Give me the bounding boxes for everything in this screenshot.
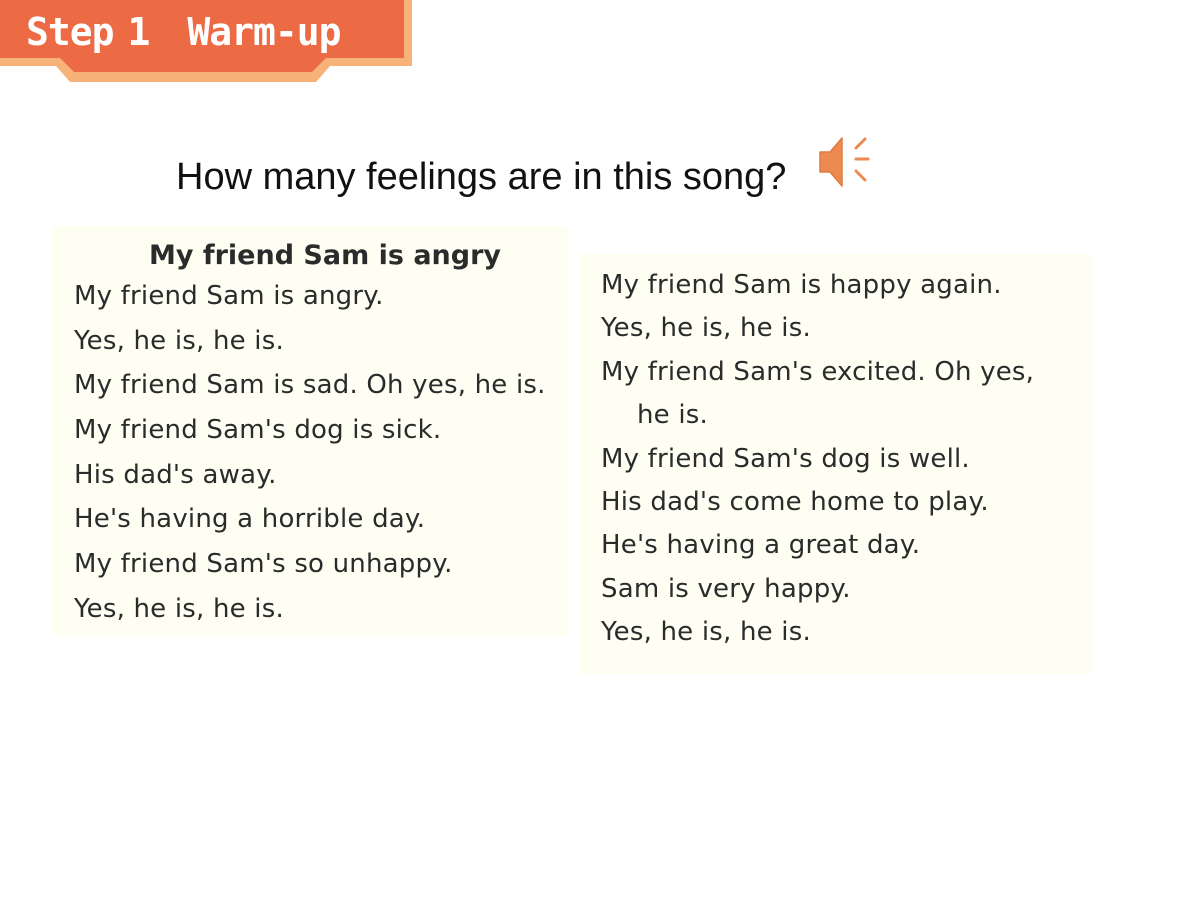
lyric-line: My friend Sam is happy again. — [601, 270, 1002, 300]
lyric-line: My friend Sam's excited. Oh yes, — [601, 356, 1035, 387]
lyric-line: Sam is very happy. — [601, 573, 851, 604]
lyric-line: Yes, he is, he is. — [601, 313, 811, 344]
lyric-line: Yes, he is, he is. — [74, 593, 284, 624]
lyric-line: His dad's come home to play. — [601, 486, 989, 517]
step-label: Step — [26, 10, 114, 54]
step-number: 1 — [127, 10, 150, 54]
lyric-line: My friend Sam's dog is well. — [601, 443, 970, 474]
lyrics-panel-left — [52, 226, 568, 636]
lyric-line: My friend Sam's so unhappy. — [74, 549, 453, 580]
step-banner — [0, 0, 412, 82]
lyric-line: Yes, he is, he is. — [74, 325, 284, 356]
lyric-line: Yes, he is, he is. — [601, 617, 811, 648]
lyrics-list-left — [74, 274, 546, 632]
lyric-line-continuation: he is. — [637, 400, 708, 431]
lyric-line: His dad's away. — [74, 459, 277, 490]
lyric-line: He's having a horrible day. — [74, 504, 426, 535]
lyric-line: My friend Sam's dog is sick. — [74, 415, 442, 446]
speaker-icon[interactable] — [818, 130, 870, 192]
question-text: How many feelings are in this song? — [176, 156, 787, 198]
song-title: My friend Sam is angry — [148, 240, 502, 271]
lyric-line: My friend Sam is sad. Oh yes, he is. — [74, 370, 546, 401]
lyrics-panel-right — [580, 254, 1094, 674]
lyrics-list-right — [601, 264, 1034, 655]
lyric-line: My friend Sam is angry. — [74, 281, 384, 311]
step-heading — [26, 6, 341, 58]
lyric-line: He's having a great day. — [601, 530, 921, 561]
step-title: Warm-up — [187, 10, 341, 54]
